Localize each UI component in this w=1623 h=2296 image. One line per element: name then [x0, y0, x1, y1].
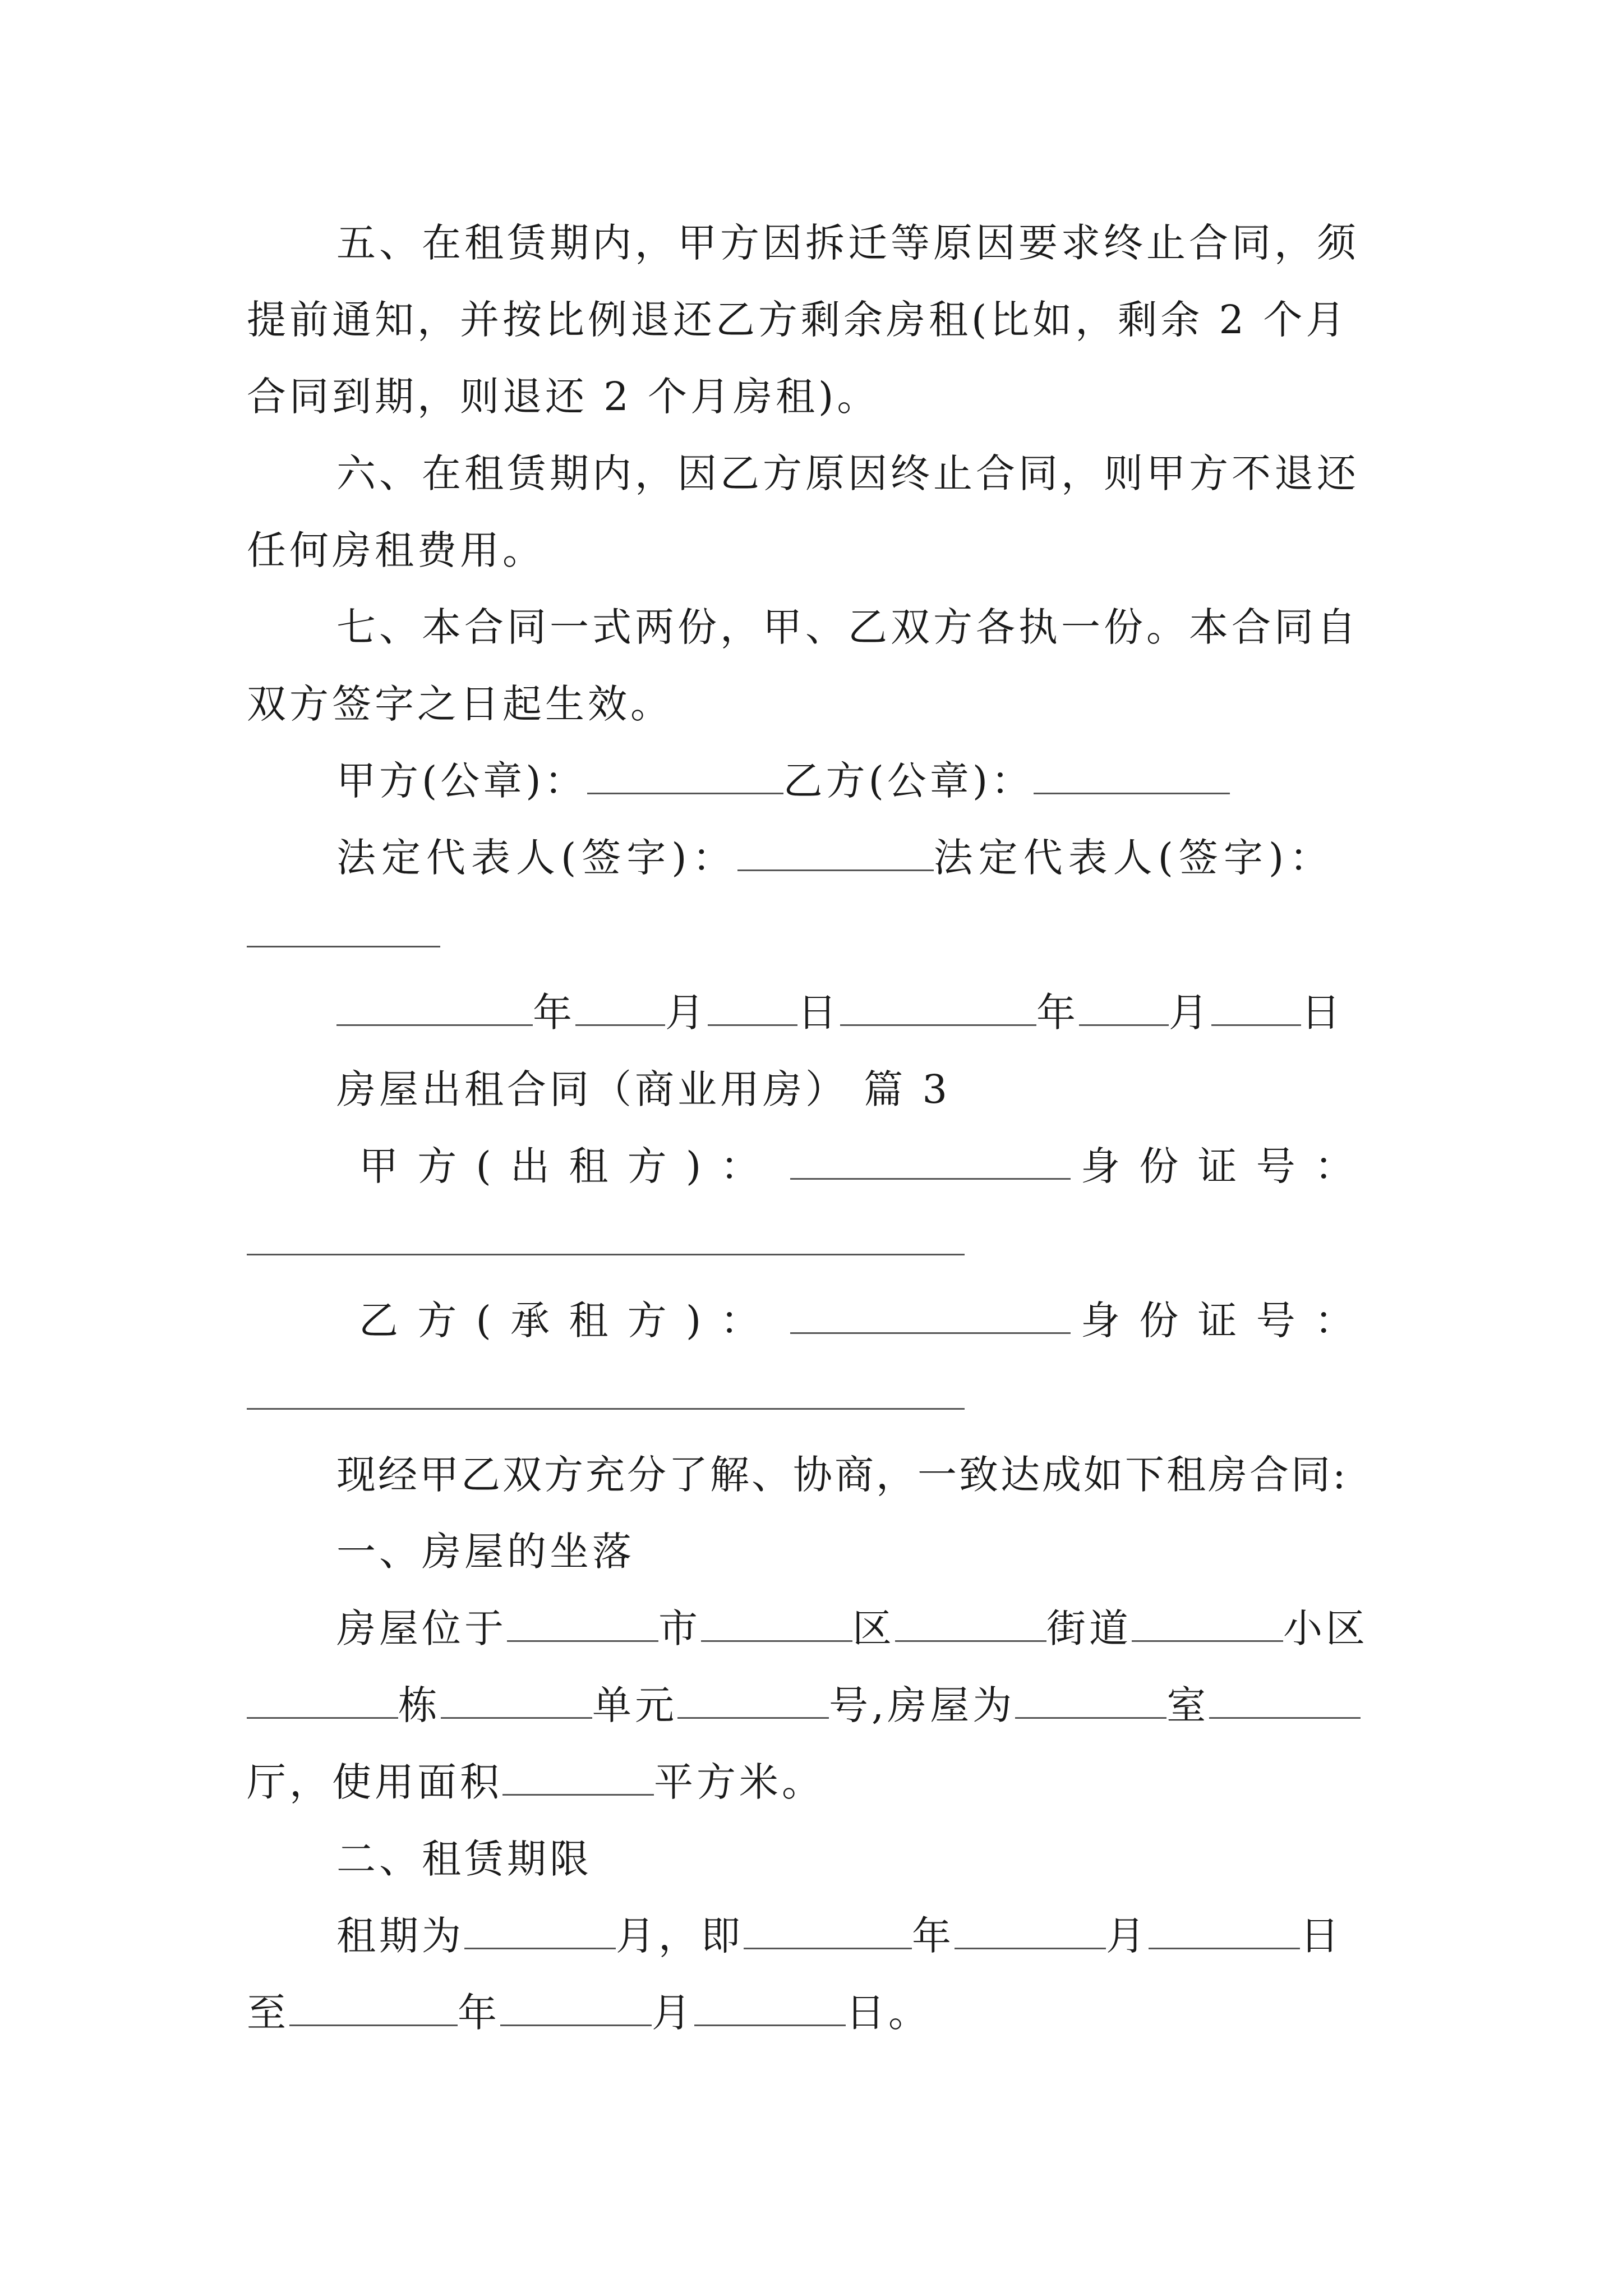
section-2-title: 二、租赁期限	[336, 1836, 592, 1882]
party-a-seal-field[interactable]	[587, 758, 783, 794]
term-row-2	[247, 1987, 1380, 2038]
party-b-row	[359, 1295, 1357, 1346]
date-a-day-field[interactable]	[708, 990, 797, 1026]
section-1-title: 一、房屋的坐落	[336, 1529, 635, 1575]
month-label: 月	[652, 1990, 694, 2036]
date-b-month-field[interactable]	[1079, 990, 1169, 1026]
date-row	[336, 987, 1469, 1038]
clause-6-line-1: 六、在租赁期内，因乙方原因终止合同，则甲方不退还	[336, 450, 1359, 496]
community-field[interactable]	[1132, 1605, 1283, 1642]
representative-row	[336, 832, 1469, 883]
month-label: 月	[1169, 990, 1211, 1036]
location-row-1	[336, 1603, 1380, 1654]
month-label: 月	[665, 990, 708, 1036]
party-a-id-label: 身 份 证 号 ：	[1080, 1143, 1357, 1189]
rep-a-label: 法定代表人(签字)：	[336, 835, 737, 881]
end-year-field[interactable]	[289, 1990, 458, 2026]
to-label: 至	[247, 1990, 289, 2036]
city-label: 市	[658, 1605, 701, 1651]
start-year-field[interactable]	[744, 1913, 912, 1949]
street-field[interactable]	[895, 1605, 1046, 1642]
building-label: 栋	[398, 1682, 441, 1728]
unit-field[interactable]	[441, 1682, 592, 1719]
rep-a-field[interactable]	[737, 835, 934, 871]
clause-5-line-1: 五、在租赁期内，甲方因拆迁等原因要求终止合同，须	[336, 220, 1359, 266]
city-field[interactable]	[507, 1605, 658, 1642]
contract-intro: 现经甲乙双方充分了解、协商，一致达成如下租房合同:	[336, 1452, 1348, 1498]
day-label: 日	[1300, 1913, 1343, 1959]
party-a-row	[359, 1141, 1357, 1191]
day-label: 日	[1301, 990, 1344, 1036]
rep-b-field[interactable]	[247, 946, 440, 947]
term-month-label: 月，即	[616, 1913, 744, 1959]
date-b-day-field[interactable]	[1211, 990, 1301, 1026]
hall-area-label: 厅，使用面积	[247, 1759, 502, 1805]
party-b-label: 乙 方 ( 承 租 方 ) ：	[359, 1297, 763, 1343]
number-label: 号,房屋为	[829, 1682, 1016, 1728]
party-b-seal-label: 乙方(公章)：	[783, 758, 1034, 804]
end-day-field[interactable]	[694, 1990, 846, 2026]
party-a-name-field[interactable]	[790, 1143, 1071, 1180]
clause-7-line-1: 七、本合同一式两份，甲、乙双方各执一份。本合同自	[336, 604, 1359, 650]
party-b-id-label: 身 份 证 号 ：	[1080, 1297, 1357, 1343]
term-months-field[interactable]	[464, 1913, 616, 1949]
building-field[interactable]	[247, 1682, 398, 1719]
day-end-label: 日。	[846, 1990, 931, 2036]
start-day-field[interactable]	[1149, 1913, 1300, 1949]
clause-5-line-2: 提前通知，并按比例退还乙方剩余房租(比如，剩余 2 个月	[247, 297, 1349, 343]
rep-b-label: 法定代表人(签字)：	[933, 835, 1335, 881]
room-label: 室	[1166, 1682, 1210, 1728]
term-row-1	[336, 1911, 1469, 1961]
date-a-year-field[interactable]	[336, 990, 533, 1026]
room-field[interactable]	[1015, 1682, 1166, 1719]
clause-5-line-3: 合同到期，则退还 2 个月房租)。	[247, 374, 880, 420]
community-label: 小区	[1283, 1605, 1368, 1651]
date-a-month-field[interactable]	[575, 990, 665, 1026]
year-label: 年	[533, 990, 575, 1036]
party-b-seal-field[interactable]	[1034, 758, 1230, 794]
district-label: 区	[852, 1605, 895, 1651]
area-field[interactable]	[502, 1759, 654, 1796]
section-title: 房屋出租合同（商业用房） 篇 3	[336, 1066, 951, 1112]
start-month-field[interactable]	[955, 1913, 1106, 1949]
location-prefix: 房屋位于	[336, 1605, 507, 1651]
district-field[interactable]	[701, 1605, 852, 1642]
sqm-label: 平方米。	[654, 1759, 824, 1805]
clause-7-line-2: 双方签字之日起生效。	[247, 681, 673, 727]
party-b-id-field[interactable]	[247, 1408, 965, 1410]
month-label: 月	[1106, 1913, 1149, 1959]
year-label: 年	[912, 1913, 955, 1959]
party-a-seal-label: 甲方(公章)：	[336, 758, 587, 804]
year-label: 年	[458, 1990, 500, 2036]
location-row-2	[247, 1680, 1380, 1731]
street-label: 街道	[1046, 1605, 1132, 1651]
location-row-3	[247, 1757, 1380, 1807]
unit-label: 单元	[592, 1682, 677, 1728]
clause-6-line-2: 任何房租费用。	[247, 527, 545, 573]
year-label: 年	[1036, 990, 1079, 1036]
party-b-name-field[interactable]	[790, 1297, 1071, 1334]
seal-row	[336, 756, 1469, 806]
end-month-field[interactable]	[500, 1990, 652, 2026]
number-field[interactable]	[677, 1682, 829, 1719]
party-a-id-field[interactable]	[247, 1254, 965, 1255]
party-a-label: 甲 方 ( 出 租 方 ) ：	[359, 1143, 763, 1189]
day-label: 日	[797, 990, 840, 1036]
term-prefix: 租期为	[336, 1913, 464, 1959]
hall-field[interactable]	[1209, 1682, 1361, 1719]
date-b-year-field[interactable]	[840, 990, 1036, 1026]
